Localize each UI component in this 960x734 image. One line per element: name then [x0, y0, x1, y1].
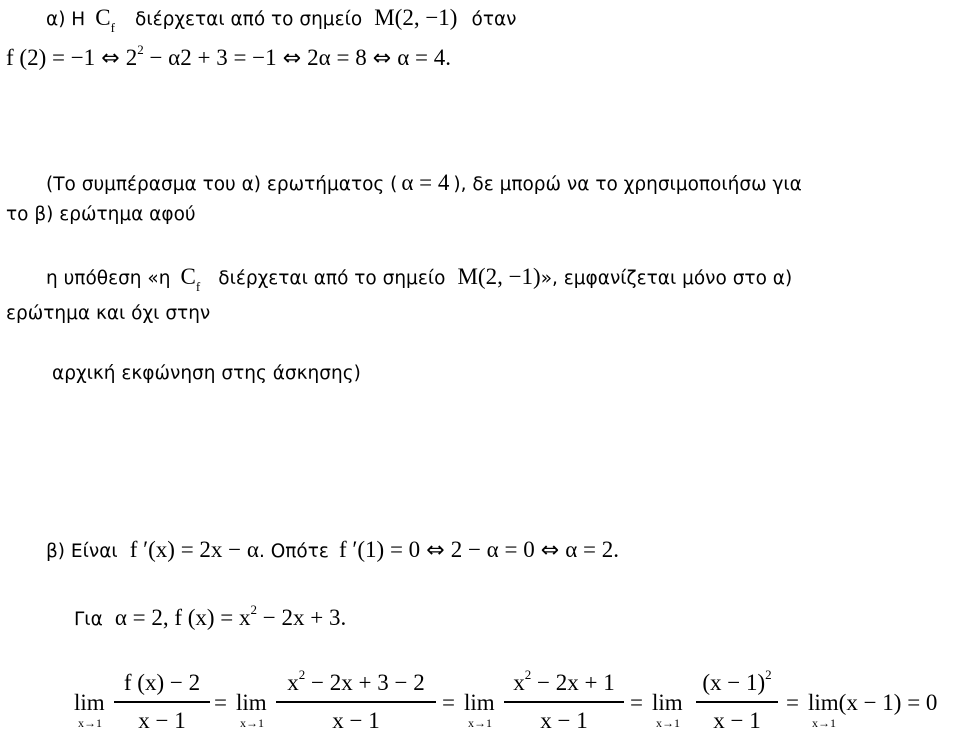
eq-step-2: 2α = 8: [307, 45, 367, 70]
derivative-at-1: f ′(1) = 0: [338, 537, 421, 562]
lim-4: lim: [652, 690, 683, 715]
equals: =: [214, 690, 227, 715]
note-text: », εμφανίζεται μόνο στο α): [540, 268, 793, 289]
fraction-2-numerator: $x^2 - 2x + 3 - 2$: [287, 667, 425, 695]
note-text: (Το συμπέρασμα του α) ερωτήματος (: [46, 174, 398, 195]
lim-3: lim: [464, 690, 495, 715]
note-line-3: [46, 264, 793, 294]
fraction-bar: [114, 701, 210, 703]
passes-through-text: διέρχεται από το σημείο: [135, 9, 363, 30]
lim-5-under: x→1: [812, 716, 836, 730]
curve-c: C: [95, 5, 111, 30]
fraction-3-numerator: $x^2 - 2x + 1$: [513, 667, 615, 695]
curve-f-subscript: f: [195, 279, 201, 294]
point-m: Μ(2, −1): [374, 5, 458, 30]
fraction-1-denominator: x − 1: [138, 708, 186, 733]
note-text: η υπόθεση «η: [46, 268, 171, 289]
iff-icon: ⇔: [540, 538, 560, 563]
equals: =: [786, 690, 799, 715]
note-line-1: [46, 171, 802, 195]
lim-2: lim: [236, 690, 267, 715]
part-b-line-1: [46, 538, 619, 562]
note-line-5: [52, 364, 361, 384]
iff-icon: ⇔: [372, 46, 392, 71]
lim-3-under: x→1: [468, 716, 492, 730]
lim-1: lim: [74, 690, 105, 715]
lim-4-under: x→1: [656, 716, 680, 730]
iff-icon: ⇔: [101, 46, 120, 71]
eq-step-2: α = 2.: [565, 537, 620, 562]
note-text: ερώτημα και όχι στην: [6, 303, 211, 324]
function-def: α = 2, f $(x) = x^2 - 2x + 3$.: [114, 602, 347, 630]
note-line-4: [6, 304, 210, 324]
eq-step-1: 2 − α = 0: [450, 537, 535, 562]
derivative-expr: f ′(x) = 2x − α: [129, 537, 259, 562]
note-text: αρχική εκφώνηση στης άσκησης): [52, 363, 361, 384]
lim-1-under: x→1: [78, 716, 102, 730]
part-b-prefix: β) Είναι: [46, 541, 118, 562]
equals: =: [442, 690, 455, 715]
note-text: ), δε μπορώ να το χρησιμοποιήσω για: [453, 174, 802, 195]
note-math: α = 4: [401, 170, 450, 195]
eq-step-1: $2^2 - \alpha 2 + 3 = -1$: [125, 42, 277, 70]
when-text: όταν: [471, 9, 517, 30]
iff-icon: ⇔: [282, 46, 302, 71]
fraction-3-denominator: x − 1: [540, 708, 588, 733]
fraction-1: [112, 670, 212, 734]
note-text: το β) ερώτημα αφού: [6, 204, 196, 225]
fraction-4-denominator: x − 1: [713, 708, 761, 733]
fraction-bar: [504, 701, 624, 703]
fraction-2-denominator: x − 1: [332, 708, 380, 733]
part-a-prefix: α) Η: [46, 9, 86, 30]
fraction-4: [694, 667, 780, 734]
final-limit: lim(x − 1) = 0: [808, 690, 938, 715]
curve-c: C: [180, 264, 196, 289]
curve-f-subscript: f: [110, 20, 115, 35]
part-b-line-2: [74, 602, 347, 630]
part-a-line-2: [6, 42, 452, 71]
lim-2-under: x→1: [240, 716, 264, 730]
fraction-2: [274, 667, 438, 734]
point-m: Μ(2, −1): [457, 264, 541, 289]
equals: =: [630, 690, 643, 715]
fraction-3: [502, 667, 626, 734]
eq-lhs: f (2) = −1: [6, 45, 96, 70]
therefore-text: . Οπότε: [258, 541, 329, 562]
part-a-line-1: [46, 5, 517, 35]
note-line-2: [6, 205, 196, 225]
for-text: Για: [74, 609, 103, 630]
eq-step-3: α = 4.: [397, 45, 452, 70]
fraction-bar: [276, 701, 436, 703]
fraction-bar: [696, 701, 778, 703]
note-text: διέρχεται από το σημείο: [218, 268, 446, 289]
fraction-4-numerator: $(x - 1)^2$: [702, 667, 772, 695]
iff-icon: ⇔: [426, 538, 445, 563]
fraction-1-numerator: f (x) − 2: [123, 670, 201, 695]
